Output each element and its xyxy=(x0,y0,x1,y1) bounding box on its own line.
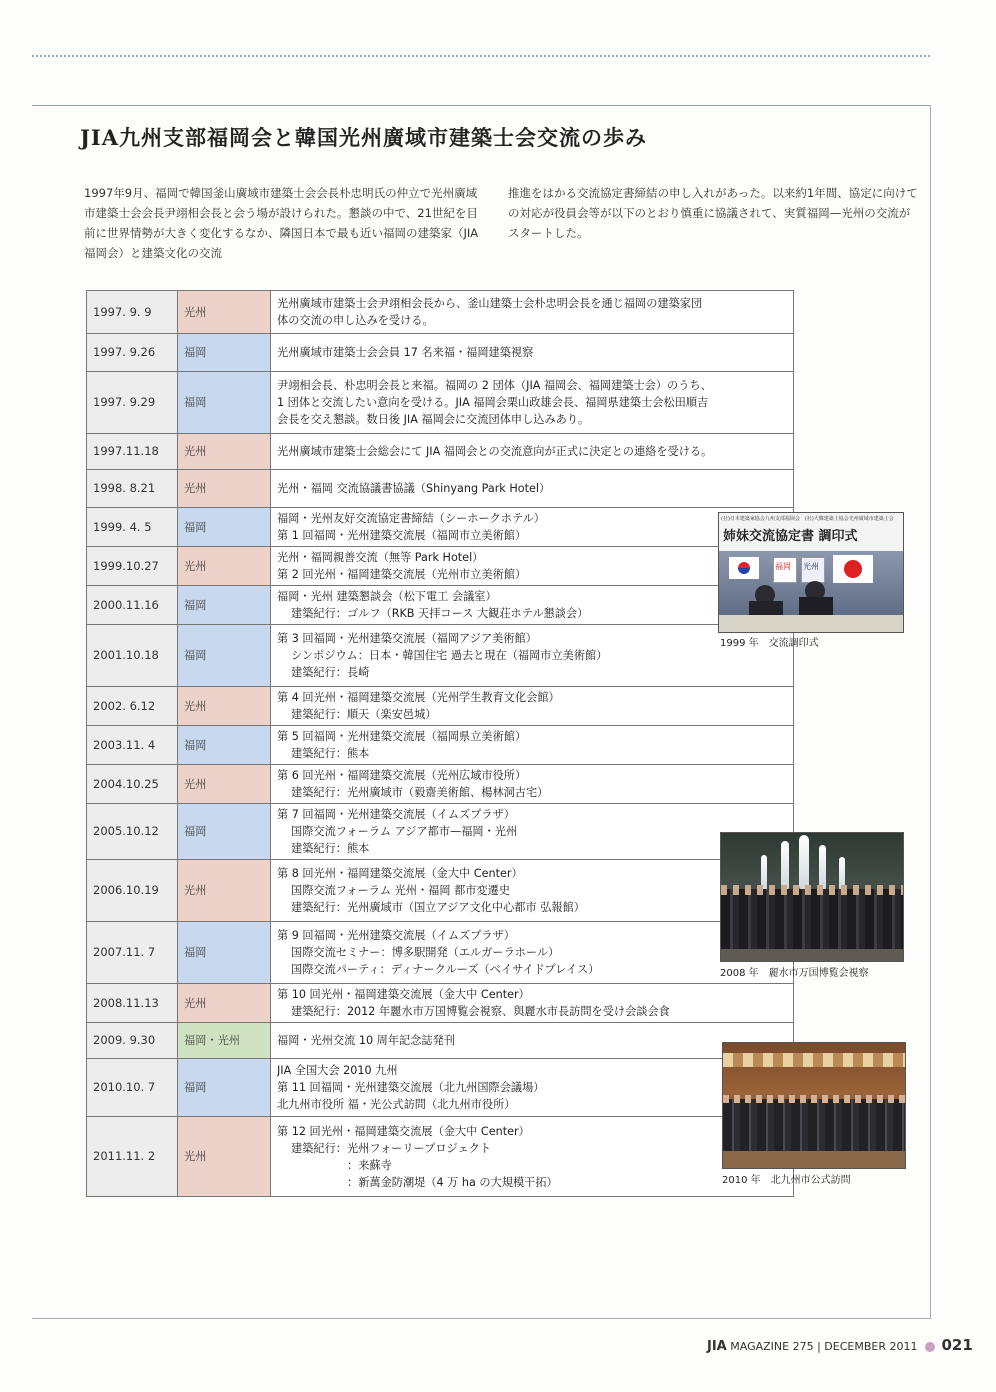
timeline-row xyxy=(87,470,794,508)
timeline-row xyxy=(87,765,794,804)
event-line: JIA 全国大会 2010 九州 xyxy=(277,1064,398,1077)
event-line: 第 3 回福岡・光州建築交流展（福岡アジア美術館） xyxy=(277,632,537,645)
sign-left: 福岡 xyxy=(775,562,791,571)
banner-title: 姉妹交流協定書 調印式 xyxy=(723,529,858,544)
timeline-event xyxy=(271,860,794,922)
footer-magazine: MAGAZINE 275 xyxy=(730,1340,814,1353)
timeline-date: 2003.11. 4 xyxy=(87,726,178,765)
timeline-city: 福岡 xyxy=(178,508,271,547)
event-line: 国際交流フォーラム 光州・福岡 都市変遷史 xyxy=(291,884,511,897)
timeline-date: 2002. 6.12 xyxy=(87,687,178,726)
timeline-city: 福岡・光州 xyxy=(178,1023,271,1059)
event-line: 建築紀行：光州フォーリープロジェクト xyxy=(291,1141,492,1155)
event-line: 国際交流フォーラム アジア都市—福岡・光州 xyxy=(291,825,518,838)
timeline-city: 光州 xyxy=(178,470,271,508)
event-line: 尹翊相会長、朴忠明会長と来福。福岡の 2 団体（JIA 福岡会、福岡建築士会）のうち、 xyxy=(277,379,712,392)
photo-caption-2008: 2008 年 麗水市万国博覧会視察 xyxy=(720,968,869,979)
timeline-row xyxy=(87,508,794,547)
timeline-event xyxy=(271,547,794,586)
timeline-row xyxy=(87,334,794,372)
timeline-event xyxy=(271,726,794,765)
timeline-date: 1998. 8.21 xyxy=(87,470,178,508)
yeosu-expo-photo xyxy=(720,832,904,962)
event-line: 第 10 回光州・福岡建築交流展（金大中 Center） xyxy=(277,988,530,1001)
timeline-city: 福岡 xyxy=(178,726,271,765)
event-line: 第 4 回光州・福岡建築交流展（光州学生教育文化会館） xyxy=(277,691,560,704)
timeline-date: 1997. 9. 9 xyxy=(87,291,178,334)
timeline-city: 福岡 xyxy=(178,804,271,860)
timeline-city: 光州 xyxy=(178,687,271,726)
photo-caption-2010: 2010 年 北九州市公式訪問 xyxy=(722,1175,851,1186)
timeline-event xyxy=(271,586,794,625)
timeline-city: 光州 xyxy=(178,547,271,586)
timeline-event xyxy=(271,470,794,508)
intro-text-right: 推進をはかる交流協定書締結の申し入れがあった。以来約1年間、協定に向けての対応が役員会等が以下のとおり慎重に協議されて、実質福岡—光州の交流がスタートした。 xyxy=(508,186,918,240)
timeline-row xyxy=(87,922,794,984)
timeline-date: 2001.10.18 xyxy=(87,625,178,687)
timeline-row xyxy=(87,687,794,726)
timeline-event xyxy=(271,687,794,726)
timeline-row xyxy=(87,726,794,765)
exchange-history-table xyxy=(86,290,794,1197)
timeline-date: 1997. 9.26 xyxy=(87,334,178,372)
event-line: 建築紀行：長崎 xyxy=(291,666,370,679)
event-line: 建築紀行：2012 年麗水市万国博覧会視察、與麗水市長訪問を受け会談会食 xyxy=(291,1005,670,1018)
timeline-row xyxy=(87,291,794,334)
event-line: 1 団体と交流したい意向を受ける。JIA 福岡会栗山政雄会長、福岡県建築士会松田順吉 xyxy=(277,396,709,409)
timeline-date: 2011.11. 2 xyxy=(87,1117,178,1197)
korea-flag-icon xyxy=(729,557,759,579)
sign-right: 光州 xyxy=(803,562,819,571)
timeline-city: 光州 xyxy=(178,1117,271,1197)
timeline-row xyxy=(87,372,794,434)
event-line: 光州廣域市建築士会会員 17 名来福・福岡建築視察 xyxy=(277,346,534,359)
event-line: 国際交流セミナー：博多駅開発（エルガーラホール） xyxy=(291,946,560,959)
timeline-city: 福岡 xyxy=(178,334,271,372)
timeline-row xyxy=(87,586,794,625)
event-line: 会長を交え懇談。数日後 JIA 福岡会に交流団体申し込みあり。 xyxy=(277,413,590,426)
footer-dot-icon xyxy=(925,1342,935,1352)
event-line: 光州廣域市建築士会尹翊相会長から、釜山建築士会朴忠明会長を通じ福岡の建築家団 xyxy=(277,297,703,310)
event-line: 光州廣域市建築士会総会にて JIA 福岡会との交流意向が正式に決定との連絡を受ける。 xyxy=(277,445,713,458)
timeline-event xyxy=(271,1023,794,1059)
timeline-event xyxy=(271,922,794,984)
timeline-row xyxy=(87,1023,794,1059)
timeline-city: 福岡 xyxy=(178,625,271,687)
event-line: 建築紀行：熊本 xyxy=(291,747,370,760)
timeline-event xyxy=(271,804,794,860)
timeline-row xyxy=(87,434,794,470)
event-line: 福岡・光州 建築懇談会（松下電工 会議室） xyxy=(277,590,497,603)
timeline-date: 2004.10.25 xyxy=(87,765,178,804)
event-line: 第 11 回福岡・光州建築交流展（北九州国際会議場） xyxy=(277,1081,545,1094)
timeline-city: 光州 xyxy=(178,984,271,1023)
timeline-row xyxy=(87,860,794,922)
page-number: 021 xyxy=(941,1336,973,1354)
timeline-city: 光州 xyxy=(178,860,271,922)
timeline-row xyxy=(87,984,794,1023)
timeline-event xyxy=(271,1059,794,1117)
photo-caption-1999: 1999 年 交流調印式 xyxy=(720,638,819,649)
timeline-row xyxy=(87,547,794,586)
event-line: 第 6 回光州・福岡建築交流展（光州広域市役所） xyxy=(277,769,527,782)
footer-brand: JIA xyxy=(707,1339,727,1354)
event-line: 福岡・光州友好交流協定書締結（シーホークホテル） xyxy=(277,512,545,525)
timeline-date: 1999. 4. 5 xyxy=(87,508,178,547)
intro-text-left: 1997年9月、福岡で韓国釜山廣域市建築士会会長朴忠明氏の仲立で光州廣域市建築士会会長尹翊相会長と会う場が設けられた。懇談の中で、21世紀を目前に世界情勢が大きく変化するなか、隣国日本で最も近い福岡の建築家（JIA福岡会）と建築文化の交流 xyxy=(84,186,479,260)
timeline-event xyxy=(271,334,794,372)
timeline-city: 福岡 xyxy=(178,586,271,625)
footer-month: DECEMBER 2011 xyxy=(824,1340,918,1353)
signing-ceremony-photo xyxy=(718,512,904,633)
event-line: 第 2 回光州・福岡建築交流展（光州市立美術館） xyxy=(277,568,527,581)
timeline-row xyxy=(87,625,794,687)
kitakyushu-visit-photo xyxy=(722,1042,906,1169)
event-line: ：来蘇寺 xyxy=(347,1158,392,1172)
timeline-event xyxy=(271,765,794,804)
page-footer: JIA MAGAZINE 275 | DECEMBER 2011 021 xyxy=(707,1336,973,1354)
timeline-city: 福岡 xyxy=(178,372,271,434)
event-line: 体の交流の申し込みを受ける。 xyxy=(277,314,434,327)
timeline-city: 福岡 xyxy=(178,1059,271,1117)
event-line: 国際交流パーティ：ディナークルーズ（ベイサイドプレイス） xyxy=(291,963,600,976)
event-line: 光州・福岡 交流協議書協議（Shinyang Park Hotel） xyxy=(277,482,551,495)
event-line: 建築紀行：光州廣域市（国立アジア文化中心都市 弘報館） xyxy=(291,901,585,914)
top-dotted-rule xyxy=(32,55,930,57)
timeline-date: 2008.11.13 xyxy=(87,984,178,1023)
timeline-date: 2005.10.12 xyxy=(87,804,178,860)
event-line: 第 1 回福岡・光州建築交流展（福岡市立美術館） xyxy=(277,529,527,542)
event-line: 第 5 回福岡・光州建築交流展（福岡県立美術館） xyxy=(277,730,527,743)
event-line: 福岡・光州交流 10 周年記念誌発刊 xyxy=(277,1034,455,1047)
timeline-date: 2007.11. 7 xyxy=(87,922,178,984)
timeline-city: 福岡 xyxy=(178,922,271,984)
japan-flag-icon xyxy=(833,555,873,583)
timeline-date: 2000.11.16 xyxy=(87,586,178,625)
timeline-event xyxy=(271,508,794,547)
timeline-event xyxy=(271,625,794,687)
timeline-event xyxy=(271,1117,794,1197)
event-line: シンポジウム：日本・韓国住宅 過去と現在（福岡市立美術館） xyxy=(291,649,608,662)
timeline-event xyxy=(271,291,794,334)
timeline-date: 1997. 9.29 xyxy=(87,372,178,434)
timeline-date: 2009. 9.30 xyxy=(87,1023,178,1059)
timeline-city: 光州 xyxy=(178,765,271,804)
event-line: 建築紀行：順天（楽安邑城） xyxy=(291,708,437,721)
timeline-city: 光州 xyxy=(178,291,271,334)
banner-subtext: (社)日本建築家協会九州支部福岡会 (社)大韓建築士協会光州廣域市建築士会 xyxy=(721,516,894,522)
event-line: 建築紀行：光州廣域市（毅齋美術館、楊林洞古宅） xyxy=(291,786,549,799)
event-line: 建築紀行：熊本 xyxy=(291,842,370,855)
timeline-row xyxy=(87,1059,794,1117)
event-line: ：新萬金防潮堤（4 万 ha の大規模干拓） xyxy=(347,1175,558,1189)
event-line: 北九州市役所 福・光公式訪問（北九州市役所） xyxy=(277,1098,516,1111)
timeline-date: 2010.10. 7 xyxy=(87,1059,178,1117)
timeline-event xyxy=(271,434,794,470)
event-line: 建築紀行：ゴルフ（RKB 天拝コース 大観荘ホテル懇談会） xyxy=(291,607,589,620)
timeline-date: 2006.10.19 xyxy=(87,860,178,922)
event-line: 第 8 回光州・福岡建築交流展（金大中 Center） xyxy=(277,867,523,880)
timeline-row xyxy=(87,1117,794,1197)
event-line: 第 12 回光州・福岡建築交流展（金大中 Center） xyxy=(277,1124,530,1138)
timeline-event xyxy=(271,372,794,434)
page-title: JIA九州支部福岡会と韓国光州廣域市建築士会交流の歩み xyxy=(80,125,648,150)
timeline-date: 1997.11.18 xyxy=(87,434,178,470)
event-line: 第 7 回福岡・光州建築交流展（イムズプラザ） xyxy=(277,808,515,821)
event-line: 光州・福岡親善交流（無等 Park Hotel） xyxy=(277,551,484,564)
timeline-city: 光州 xyxy=(178,434,271,470)
timeline-date: 1999.10.27 xyxy=(87,547,178,586)
timeline-row xyxy=(87,804,794,860)
timeline-event xyxy=(271,984,794,1023)
event-line: 第 9 回福岡・光州建築交流展（イムズプラザ） xyxy=(277,929,515,942)
